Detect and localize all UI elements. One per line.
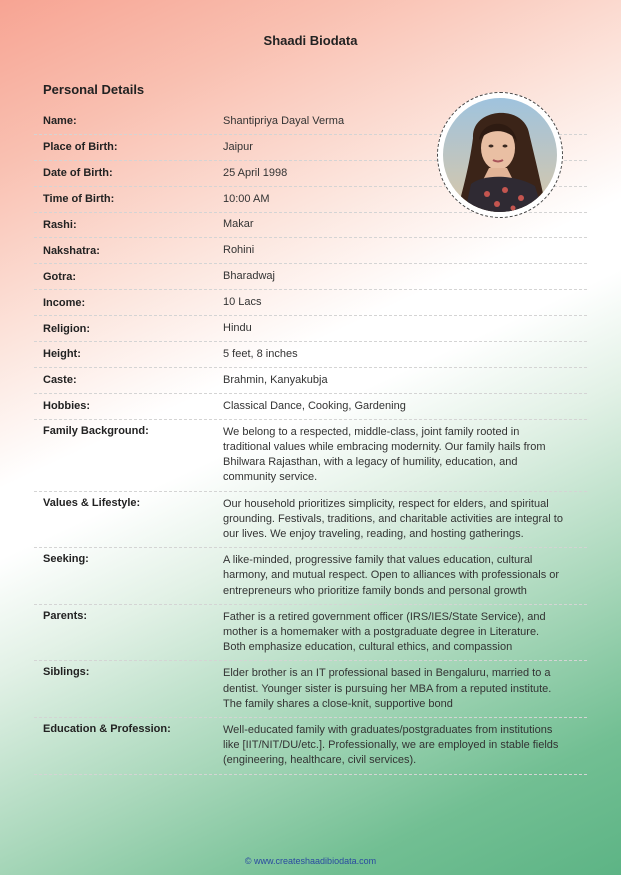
detail-value: A like-minded, progressive family that values education, cultural harmony, and mutual respect. Open to alliances with professionals or entrepreneurs who prioritize family bonds and personal growth bbox=[223, 554, 560, 597]
detail-label: Date of Birth: bbox=[43, 167, 113, 180]
detail-label: Seeking: bbox=[43, 553, 89, 566]
profile-photo-frame bbox=[437, 92, 563, 218]
detail-row-religion bbox=[34, 316, 587, 342]
detail-row-family-background bbox=[34, 420, 587, 492]
detail-row-caste bbox=[34, 368, 587, 394]
detail-label: Hobbies: bbox=[43, 400, 91, 413]
detail-row-values-lifestyle bbox=[34, 492, 587, 549]
detail-label: Family Background: bbox=[43, 424, 149, 437]
detail-value: 5 feet, 8 inches bbox=[223, 347, 298, 360]
detail-row-siblings bbox=[34, 661, 587, 718]
detail-label: Religion: bbox=[43, 322, 91, 335]
detail-value: 25 April 1998 bbox=[223, 166, 288, 179]
detail-value: Makar bbox=[223, 218, 254, 231]
personal-details-heading: Personal Details bbox=[43, 82, 145, 97]
detail-label: Rashi: bbox=[43, 219, 77, 231]
profile-photo bbox=[443, 98, 557, 212]
detail-row-height bbox=[34, 342, 587, 368]
detail-row-hobbies bbox=[34, 394, 587, 420]
detail-label: Place of Birth: bbox=[43, 141, 118, 154]
detail-label: Time of Birth: bbox=[43, 193, 115, 206]
detail-value: Jaipur bbox=[223, 140, 253, 153]
detail-label: Caste: bbox=[43, 374, 77, 387]
detail-row-education-profession bbox=[34, 718, 587, 775]
detail-row-gotra bbox=[34, 264, 587, 290]
detail-label: Nakshatra: bbox=[43, 244, 100, 257]
detail-row-income bbox=[34, 290, 587, 316]
detail-label: Parents: bbox=[43, 609, 88, 622]
detail-value: Our household prioritizes simplicity, respect for elders, and spiritual grounding. Festivals, traditions, and charitable activities are integral to our lives. We enjoy traveling, reading, and hosting gatherings. bbox=[223, 497, 563, 540]
detail-label: Siblings: bbox=[43, 666, 90, 679]
detail-label: Name: bbox=[43, 115, 77, 128]
detail-value: Father is a retired government officer (IRS/IES/State Service), and mother is a homemaker with a postgraduate degree in Literature. Both emphasize education, cultural ethics, and compassion bbox=[223, 610, 546, 654]
detail-value: Shantipriya Dayal Verma bbox=[223, 114, 345, 127]
biodata-title: Shaadi Biodata bbox=[263, 33, 358, 48]
detail-value: Rohini bbox=[223, 244, 255, 257]
detail-row-nakshatra bbox=[34, 238, 587, 264]
website-footer: © www.createshaadibiodata.com bbox=[244, 856, 377, 866]
detail-value: Bharadwaj bbox=[223, 270, 275, 283]
detail-value: Classical Dance, Cooking, Gardening bbox=[223, 399, 406, 412]
detail-value: Hindu bbox=[223, 321, 252, 334]
detail-row-seeking bbox=[34, 548, 587, 605]
detail-label: Gotra: bbox=[43, 270, 76, 283]
portrait-image bbox=[443, 98, 557, 212]
detail-value: 10 Lacs bbox=[223, 296, 262, 309]
detail-value: Elder brother is an IT professional based in Bengaluru, married to a dentist. Younger sister is pursuing her MBA from a reputed institute. The family shares a close-knit, supportive bond bbox=[223, 667, 552, 710]
detail-label: Height: bbox=[43, 348, 81, 361]
detail-label: Income: bbox=[43, 296, 86, 309]
detail-value: Brahmin, Kanyakubja bbox=[223, 373, 328, 386]
detail-label: Values & Lifestyle: bbox=[43, 496, 141, 509]
detail-value: Well-educated family with graduates/postgraduates from institutions like [IIT/NIT/DU/etc.]. Professionally, we are employed in stable fields (engineering, healthcare, civil services). bbox=[223, 723, 559, 767]
detail-row-parents bbox=[34, 605, 587, 662]
detail-label: Education & Profession: bbox=[43, 722, 171, 735]
detail-value: We belong to a respected, middle-class, joint family rooted in traditional values while embracing modernity. Our family hails from Bhilwara Rajasthan, with a legacy of humility, education, and community service. bbox=[223, 425, 546, 484]
detail-value: 10:00 AM bbox=[223, 192, 270, 205]
